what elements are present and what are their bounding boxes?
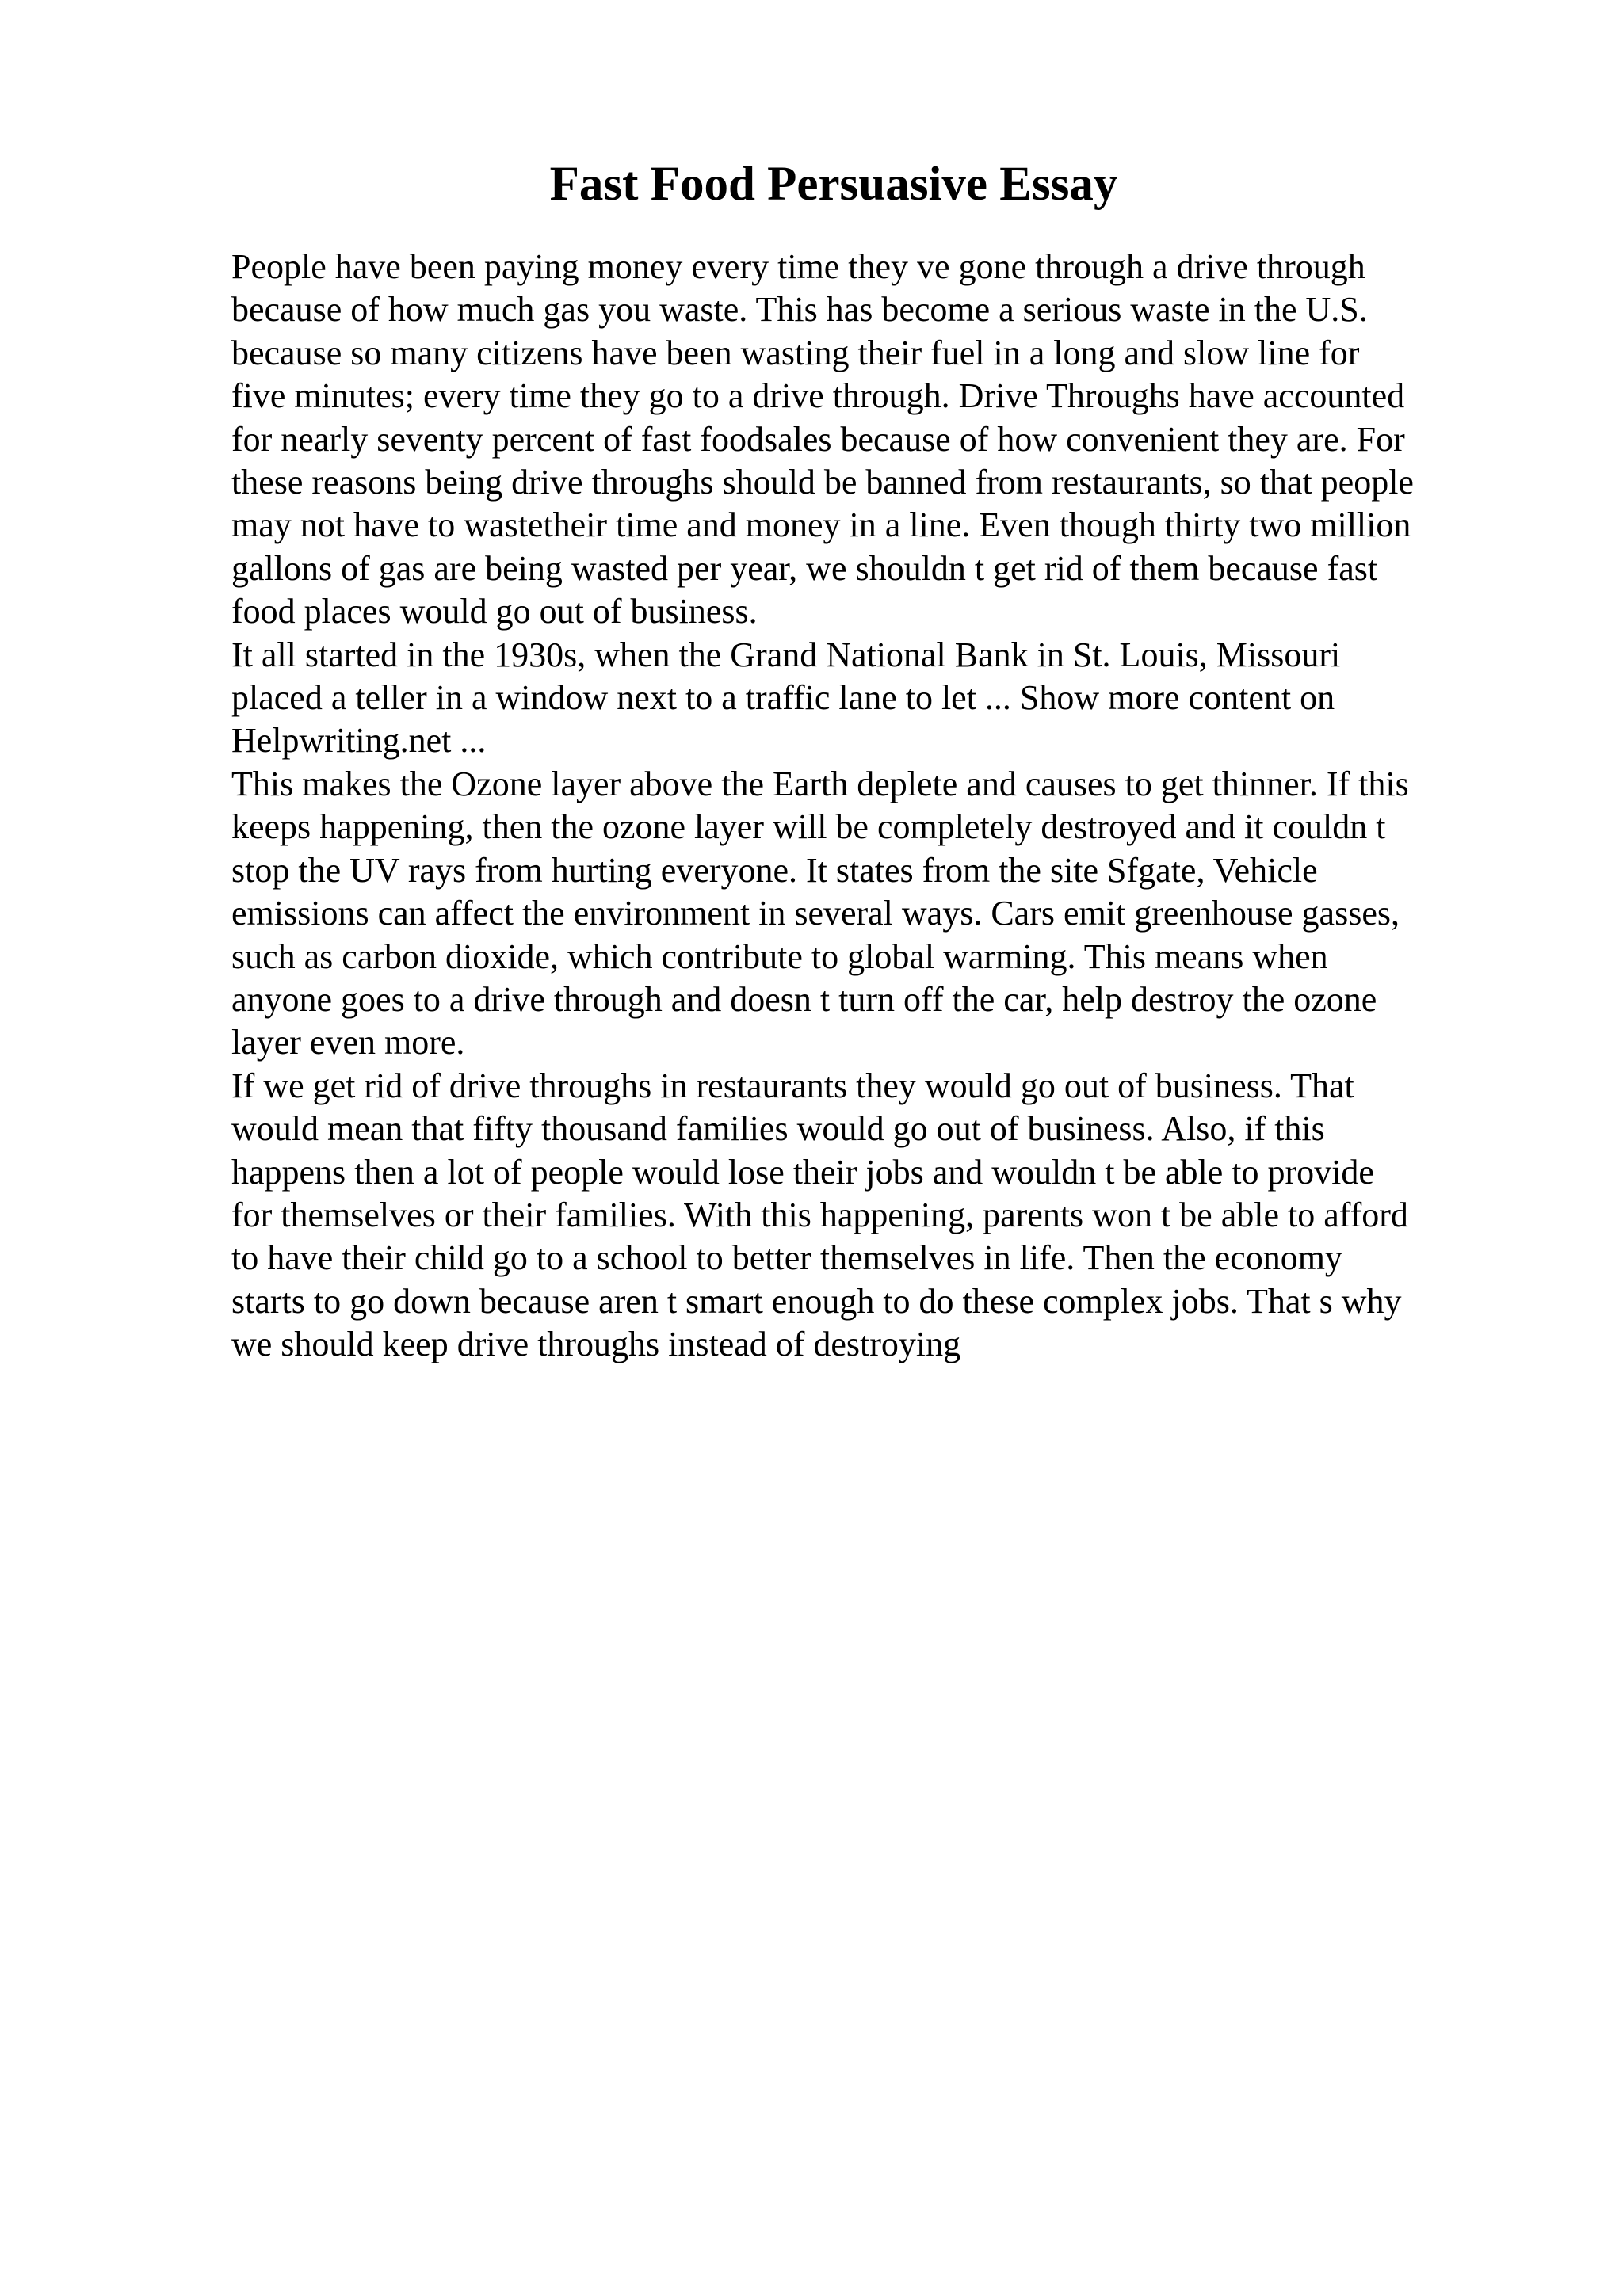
essay-line: such as carbon dioxide, which contribute to global warming. This means when xyxy=(231,936,1328,976)
essay-line: because so many citizens have been wasting their fuel in a long and slow line for xyxy=(231,333,1360,372)
essay-line: five minutes; every time they go to a drive through. Drive Throughs have accounted xyxy=(231,376,1405,416)
essay-line: starts to go down because aren t smart enough to do these complex jobs. That s why xyxy=(231,1281,1402,1321)
essay-line: Helpwriting.net ... xyxy=(231,721,487,761)
essay-line: keeps happening, then the ozone layer will be completely destroyed and it couldn t xyxy=(231,807,1386,847)
essay-line: would mean that fifty thousand families would go out of business. Also, if this xyxy=(231,1109,1325,1149)
essay-line: layer even more. xyxy=(231,1023,465,1062)
essay-line: If we get rid of drive throughs in restaurants they would go out of business. That xyxy=(231,1066,1354,1105)
essay-body xyxy=(231,246,1499,1367)
essay-line: because of how much gas you waste. This has become a serious waste in the U.S. xyxy=(231,290,1368,330)
essay-line: may not have to wastetheir time and money in a line. Even though thirty two million xyxy=(231,505,1411,545)
essay-line: People have been paying money every time they ve gone through a drive through xyxy=(231,247,1365,286)
essay-line: It all started in the 1930s, when the Grand National Bank in St. Louis, Missouri xyxy=(231,635,1341,674)
essay-line: emissions can affect the environment in several ways. Cars emit greenhouse gasses, xyxy=(231,894,1400,933)
essay-line: stop the UV rays from hurting everyone. It states from the site Sfgate, Vehicle xyxy=(231,850,1318,890)
essay-line: anyone goes to a drive through and doesn t turn off the car, help destroy the ozone xyxy=(231,979,1377,1019)
essay-line: food places would go out of business. xyxy=(231,592,758,631)
essay-line: we should keep drive throughs instead of destroying xyxy=(231,1325,961,1364)
essay-line: for nearly seventy percent of fast foodsales because of how convenient they are. For xyxy=(231,419,1405,459)
essay-line: happens then a lot of people would lose their jobs and wouldn t be able to provide xyxy=(231,1152,1374,1192)
essay-line: placed a teller in a window next to a traffic lane to let ... Show more content on xyxy=(231,678,1335,718)
document-title: Fast Food Persuasive Essay xyxy=(549,158,1118,211)
essay-line: This makes the Ozone layer above the Earth deplete and causes to get thinner. If this xyxy=(231,764,1409,803)
essay-line: for themselves or their families. With this happening, parents won t be able to afford xyxy=(231,1195,1408,1234)
essay-line: to have their child go to a school to better themselves in life. Then the economy xyxy=(231,1238,1342,1278)
essay-line: these reasons being drive throughs should be banned from restaurants, so that people xyxy=(231,463,1414,502)
essay-line: gallons of gas are being wasted per year, we shouldn t get rid of them because fast xyxy=(231,548,1378,588)
